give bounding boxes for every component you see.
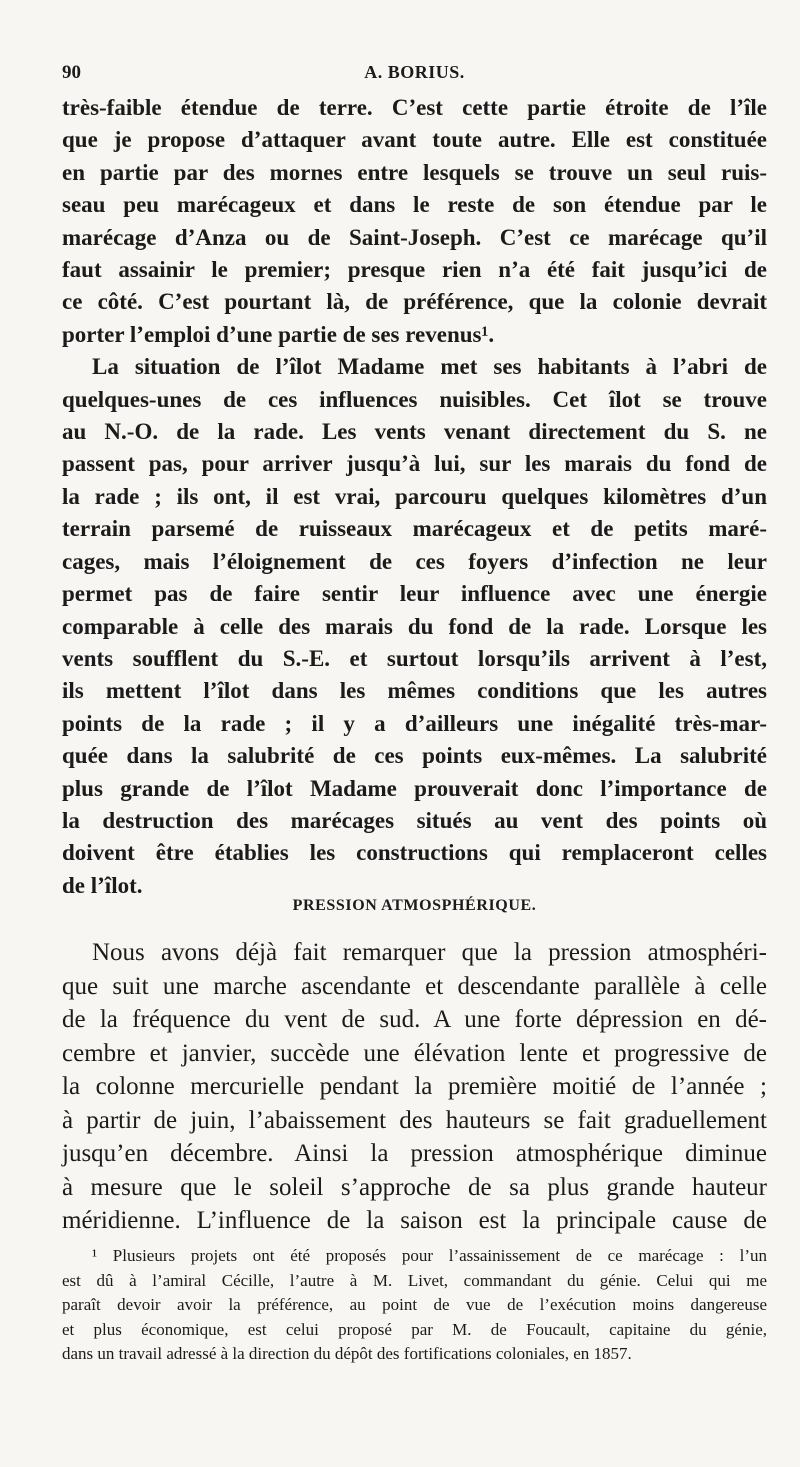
text-line: passent pas, pour arriver jusqu’à lui, sur les marais du fond de bbox=[62, 451, 767, 477]
text-line: la rade ; ils ont, il est vrai, parcouru quelques kilomètres d’un bbox=[62, 483, 767, 509]
page-header bbox=[62, 62, 767, 88]
text-line: faut assainir le premier; presque rien n’a été fait jusqu’ici de bbox=[62, 257, 767, 283]
text-line: au N.-O. de la rade. Les vents venant directement du S. ne bbox=[62, 419, 767, 445]
footnote-line: et plus économique, est celui proposé par M. de Foucault, capitaine du génie, bbox=[62, 1319, 767, 1339]
text-line: Nous avons déjà fait remarquer que la pression atmosphéri- bbox=[92, 939, 767, 966]
footnote-line: paraît devoir avoir la préférence, au point de vue de l’exécution moins dangereuse bbox=[62, 1295, 767, 1315]
page-number: 90 bbox=[62, 62, 81, 83]
text-line: ce côté. C’est pourtant là, de préférence, que la colonie devrait bbox=[62, 289, 767, 315]
text-line: plus grande de l’îlot Madame prouverait donc l’importance de bbox=[62, 775, 767, 801]
text-line: très-faible étendue de terre. C’est cette partie étroite de l’île bbox=[62, 95, 767, 120]
text-line: porter l’emploi d’une partie de ses revenus¹. bbox=[62, 321, 495, 347]
text-line: de l’îlot. bbox=[62, 872, 143, 898]
text-line: à partir de juin, l’abaissement des hauteurs se fait graduellement bbox=[62, 1106, 767, 1134]
running-head: A. BORIUS. bbox=[364, 62, 465, 82]
paragraph-2 bbox=[62, 351, 767, 902]
text-line: quée dans la salubrité de ces points eux-mêmes. La salubrité bbox=[62, 743, 767, 769]
footnote-line: est dû à l’amiral Cécille, l’autre à M. Livet, commandant du génie. Celui qui me bbox=[62, 1270, 767, 1290]
footnote-line: ¹ Plusieurs projets ont été proposés pour l’assainissement de ce marécage : l’un bbox=[92, 1246, 767, 1265]
text-line: seau peu marécageux et dans le reste de son étendue par le bbox=[62, 192, 767, 218]
text-line: jusqu’en décembre. Ainsi la pression atmosphérique diminue bbox=[62, 1140, 767, 1167]
text-line: à mesure que le soleil s’approche de sa plus grande hauteur bbox=[62, 1173, 767, 1201]
text-line: terrain parsemé de ruisseaux marécageux et de petits maré- bbox=[62, 516, 767, 542]
text-line: la colonne mercurielle pendant la première moitié de l’année ; bbox=[62, 1073, 767, 1100]
text-line: cembre et janvier, succède une élévation lente et progressive de bbox=[62, 1039, 767, 1067]
text-line: ils mettent l’îlot dans les mêmes conditions que les autres bbox=[62, 678, 767, 704]
section-heading: PRESSION ATMOSPHÉRIQUE. bbox=[292, 897, 537, 914]
text-line: que je propose d’attaquer avant toute autre. Elle est constituée bbox=[62, 127, 767, 153]
text-line: permet pas de faire sentir leur influence avec une énergie bbox=[62, 581, 767, 607]
paragraph-3 bbox=[62, 936, 767, 1238]
footnote-line: dans un travail adressé à la direction du dépôt des fortifications coloniales, en 1857. bbox=[62, 1344, 632, 1364]
text-line: doivent être établies les constructions qui remplaceront celles bbox=[62, 840, 767, 866]
text-line: vents soufflent du S.-E. et surtout lorsqu’ils arrivent à l’est, bbox=[62, 645, 767, 671]
text-line: cages, mais l’éloignement de ces foyers d’infection ne leur bbox=[62, 548, 767, 574]
paragraph-1 bbox=[62, 92, 767, 351]
text-line: méridienne. L’influence de la saison est la principale cause de bbox=[62, 1207, 767, 1234]
text-line: La situation de l’îlot Madame met ses habitants à l’abri de bbox=[92, 354, 767, 380]
text-line: la destruction des marécages situés au vent des points où bbox=[62, 807, 767, 833]
footnote bbox=[62, 1244, 767, 1367]
main-text bbox=[62, 92, 767, 902]
text-line: points de la rade ; il y a d’ailleurs une inégalité très-mar- bbox=[62, 710, 767, 736]
text-line: marécage d’Anza ou de Saint-Joseph. C’est ce marécage qu’il bbox=[62, 224, 767, 250]
text-line: comparable à celle des marais du fond de la rade. Lorsque les bbox=[62, 613, 767, 639]
text-line: quelques-unes de ces influences nuisibles. Cet îlot se trouve bbox=[62, 386, 767, 412]
text-line: de la fréquence du vent de sud. A une forte dépression en dé- bbox=[62, 1006, 767, 1033]
text-line: que suit une marche ascendante et descendante parallèle à celle bbox=[62, 972, 767, 1000]
text-line: en partie par des mornes entre lesquels se trouve un seul ruis- bbox=[62, 159, 767, 185]
